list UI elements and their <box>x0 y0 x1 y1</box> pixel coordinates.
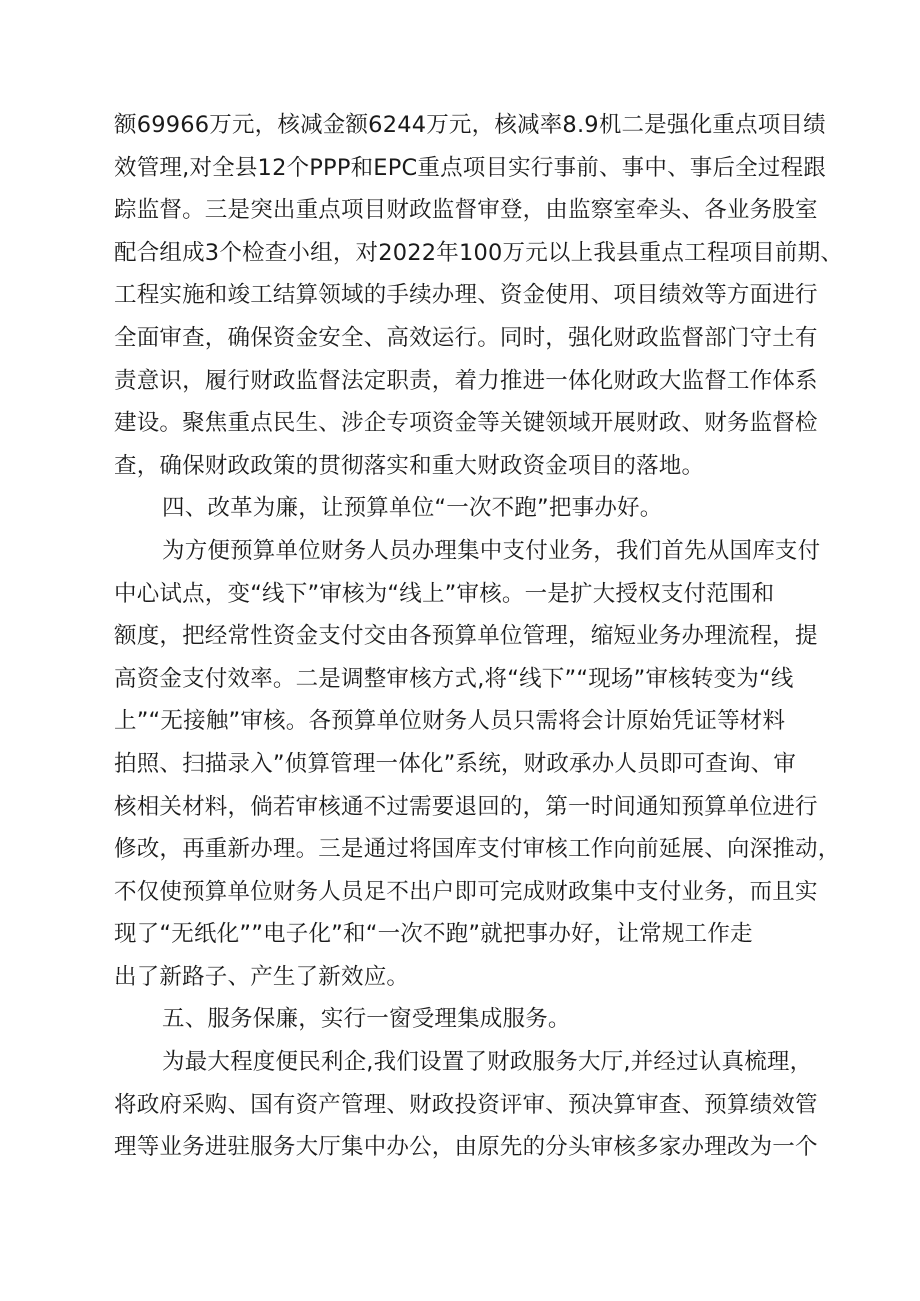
text-line: 修改，再重新办理。三是通过将国库支付审核工作向前延展、向深推动， <box>114 836 841 863</box>
text-line: 四、改革为廉，让预算单位“一次不跑”把事办好。 <box>162 495 663 522</box>
text-line: 将政府采购、国有资产管理、财政投资评审、预决算审查、预算绩效管 <box>114 1091 818 1118</box>
text-line: 配合组成3个检查小组，对2022年100万元以上我县重点工程项目前期、 <box>114 239 844 266</box>
text-line: 不仅使预算单位财务人员足不出户即可完成财政集中支付业务，而且实 <box>114 878 818 905</box>
text-line: 上”“无接触”审核。各预算单位财务人员只需将会计原始凭证等材料 <box>114 708 786 735</box>
text-line: 查，确保财政政策的贯彻落实和重大财政资金项目的落地。 <box>114 452 705 479</box>
text-line: 额度，把经常性资金支付交由各预算单位管理，缩短业务办理流程，提 <box>114 623 818 650</box>
text-line: 中心试点，变“线下”审核为“线上”审核。一是扩大授权支付范围和 <box>114 580 775 607</box>
text-line: 全面审查，确保资金安全、高效运行。同时，强化财政监督部门守土有 <box>114 324 818 351</box>
text-line: 现了“无纸化””电子化”和“一次不跑”就把事办好，让常规工作走 <box>114 921 753 948</box>
text-line: 五、服务保廉，实行一窗受理集成服务。 <box>162 1006 571 1033</box>
text-line: 工程实施和竣工结算领域的手续办理、资金使用、项目绩效等方面进行 <box>114 282 818 309</box>
text-line: 责意识，履行财政监督法定职责，着力推进一体化财政大监督工作体系 <box>114 367 818 394</box>
text-line: 建设。聚焦重点民生、涉企专项资金等关键领域开展财政、财务监督检 <box>114 410 818 437</box>
text-line: 额69966万元，核减金额6244万元，核减率8.9机二是强化重点项目绩 <box>114 112 826 138</box>
text-line: 高资金支付效率。二是调整审核方式,将“线下”“现场”审核转变为“线 <box>114 665 794 692</box>
text-line: 理等业务进驻服务大厅集中办公，由原先的分头审核多家办理改为一个 <box>114 1134 818 1161</box>
text-line: 为方便预算单位财务人员办理集中支付业务，我们首先从国库支付 <box>162 537 821 564</box>
text-line: 拍照、扫描录入”侦算管理一体化”系统，财政承办人员即可查询、审 <box>114 750 797 777</box>
text-line: 为最大程度便民利企,我们设置了财政服务大厅,并经过认真梳理， <box>162 1049 813 1076</box>
body-text <box>114 104 844 1169</box>
text-line: 效管理,对全县12个PPP和EPC重点项目实行事前、事中、事后全过程跟 <box>114 154 826 181</box>
text-line: 踪监督。三是突出重点项目财政监督审登，由监察室牵头、各业务股室 <box>114 197 818 224</box>
text-line: 出了新路子、产生了新效应。 <box>114 963 410 990</box>
text-line: 核相关材料，倘若审核通不过需要退回的，第一时间通知预算单位进行 <box>114 793 818 820</box>
